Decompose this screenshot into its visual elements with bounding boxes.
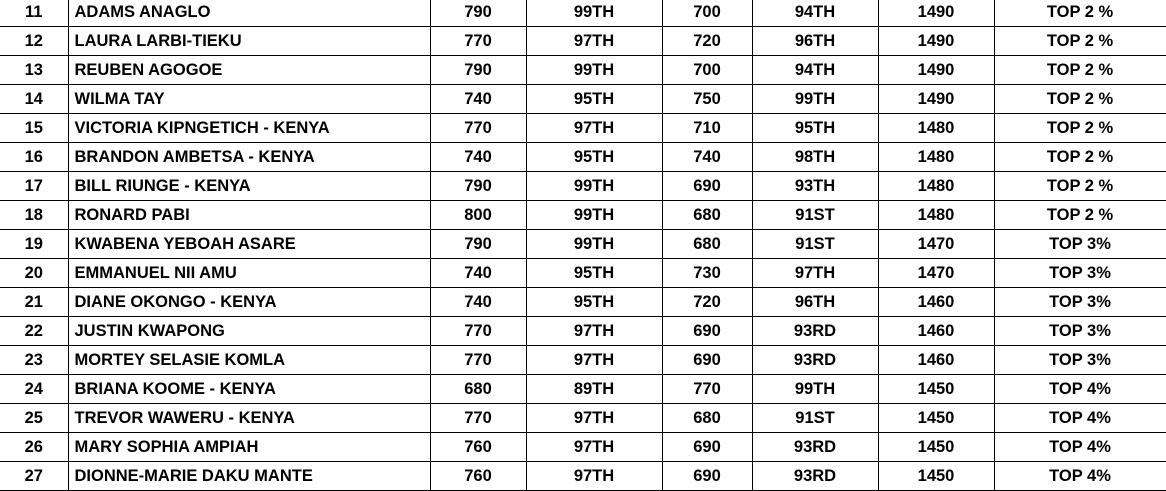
top-percent-cell: TOP 2 % bbox=[994, 27, 1166, 56]
percentile1-cell: 99TH bbox=[526, 0, 662, 27]
total-cell: 1460 bbox=[878, 346, 994, 375]
percentile2-cell: 94TH bbox=[752, 0, 878, 27]
name-cell: DIANE OKONGO - KENYA bbox=[68, 288, 430, 317]
percentile1-cell: 99TH bbox=[526, 230, 662, 259]
score2-cell: 730 bbox=[662, 259, 752, 288]
total-cell: 1480 bbox=[878, 143, 994, 172]
percentile1-cell: 99TH bbox=[526, 56, 662, 85]
percentile2-cell: 96TH bbox=[752, 288, 878, 317]
name-cell: MORTEY SELASIE KOMLA bbox=[68, 346, 430, 375]
score1-cell: 770 bbox=[430, 317, 526, 346]
score2-cell: 740 bbox=[662, 143, 752, 172]
rank-cell: 11 bbox=[0, 0, 68, 27]
name-cell: RONARD PABI bbox=[68, 201, 430, 230]
score2-cell: 680 bbox=[662, 230, 752, 259]
score1-cell: 740 bbox=[430, 143, 526, 172]
rank-cell: 23 bbox=[0, 346, 68, 375]
score2-cell: 680 bbox=[662, 201, 752, 230]
percentile1-cell: 95TH bbox=[526, 288, 662, 317]
percentile1-cell: 97TH bbox=[526, 462, 662, 491]
score1-cell: 790 bbox=[430, 0, 526, 27]
percentile2-cell: 95TH bbox=[752, 114, 878, 143]
score1-cell: 790 bbox=[430, 56, 526, 85]
top-percent-cell: TOP 3% bbox=[994, 346, 1166, 375]
percentile2-cell: 93RD bbox=[752, 346, 878, 375]
name-cell: TREVOR WAWERU - KENYA bbox=[68, 404, 430, 433]
total-cell: 1480 bbox=[878, 172, 994, 201]
percentile1-cell: 97TH bbox=[526, 404, 662, 433]
percentile2-cell: 91ST bbox=[752, 404, 878, 433]
score2-cell: 700 bbox=[662, 56, 752, 85]
score1-cell: 740 bbox=[430, 288, 526, 317]
score1-cell: 770 bbox=[430, 404, 526, 433]
score1-cell: 790 bbox=[430, 230, 526, 259]
total-cell: 1460 bbox=[878, 317, 994, 346]
rank-cell: 15 bbox=[0, 114, 68, 143]
total-cell: 1490 bbox=[878, 27, 994, 56]
score2-cell: 690 bbox=[662, 317, 752, 346]
top-percent-cell: TOP 2 % bbox=[994, 201, 1166, 230]
score1-cell: 740 bbox=[430, 259, 526, 288]
percentile1-cell: 99TH bbox=[526, 172, 662, 201]
rank-cell: 17 bbox=[0, 172, 68, 201]
table-row bbox=[0, 114, 1166, 143]
table-row bbox=[0, 462, 1166, 491]
name-cell: REUBEN AGOGOE bbox=[68, 56, 430, 85]
table-row bbox=[0, 317, 1166, 346]
rank-cell: 12 bbox=[0, 27, 68, 56]
score2-cell: 750 bbox=[662, 85, 752, 114]
percentile2-cell: 98TH bbox=[752, 143, 878, 172]
top-percent-cell: TOP 2 % bbox=[994, 85, 1166, 114]
rank-cell: 22 bbox=[0, 317, 68, 346]
top-percent-cell: TOP 2 % bbox=[994, 56, 1166, 85]
table-row bbox=[0, 0, 1166, 27]
score2-cell: 690 bbox=[662, 433, 752, 462]
name-cell: BILL RIUNGE - KENYA bbox=[68, 172, 430, 201]
name-cell: BRIANA KOOME - KENYA bbox=[68, 375, 430, 404]
score2-cell: 690 bbox=[662, 172, 752, 201]
table-row bbox=[0, 404, 1166, 433]
table-row bbox=[0, 172, 1166, 201]
top-percent-cell: TOP 4% bbox=[994, 433, 1166, 462]
percentile2-cell: 97TH bbox=[752, 259, 878, 288]
score1-cell: 680 bbox=[430, 375, 526, 404]
total-cell: 1490 bbox=[878, 0, 994, 27]
name-cell: KWABENA YEBOAH ASARE bbox=[68, 230, 430, 259]
rank-cell: 27 bbox=[0, 462, 68, 491]
top-percent-cell: TOP 4% bbox=[994, 404, 1166, 433]
top-percent-cell: TOP 4% bbox=[994, 462, 1166, 491]
rank-cell: 26 bbox=[0, 433, 68, 462]
table-row bbox=[0, 201, 1166, 230]
percentile1-cell: 95TH bbox=[526, 259, 662, 288]
top-percent-cell: TOP 2 % bbox=[994, 143, 1166, 172]
top-percent-cell: TOP 3% bbox=[994, 317, 1166, 346]
total-cell: 1470 bbox=[878, 230, 994, 259]
percentile2-cell: 94TH bbox=[752, 56, 878, 85]
percentile1-cell: 95TH bbox=[526, 85, 662, 114]
score1-cell: 790 bbox=[430, 172, 526, 201]
name-cell: WILMA TAY bbox=[68, 85, 430, 114]
name-cell: MARY SOPHIA AMPIAH bbox=[68, 433, 430, 462]
table-row bbox=[0, 230, 1166, 259]
percentile1-cell: 97TH bbox=[526, 433, 662, 462]
percentile2-cell: 99TH bbox=[752, 375, 878, 404]
name-cell: DIONNE-MARIE DAKU MANTE bbox=[68, 462, 430, 491]
rank-cell: 24 bbox=[0, 375, 68, 404]
score2-cell: 690 bbox=[662, 346, 752, 375]
table-row bbox=[0, 85, 1166, 114]
name-cell: JUSTIN KWAPONG bbox=[68, 317, 430, 346]
percentile2-cell: 91ST bbox=[752, 201, 878, 230]
top-percent-cell: TOP 2 % bbox=[994, 0, 1166, 27]
total-cell: 1450 bbox=[878, 433, 994, 462]
name-cell: VICTORIA KIPNGETICH - KENYA bbox=[68, 114, 430, 143]
name-cell: ADAMS ANAGLO bbox=[68, 0, 430, 27]
total-cell: 1450 bbox=[878, 375, 994, 404]
score1-cell: 770 bbox=[430, 114, 526, 143]
percentile1-cell: 95TH bbox=[526, 143, 662, 172]
percentile1-cell: 97TH bbox=[526, 346, 662, 375]
score1-cell: 800 bbox=[430, 201, 526, 230]
score1-cell: 760 bbox=[430, 462, 526, 491]
total-cell: 1480 bbox=[878, 201, 994, 230]
score2-cell: 690 bbox=[662, 462, 752, 491]
table-row bbox=[0, 375, 1166, 404]
top-percent-cell: TOP 4% bbox=[994, 375, 1166, 404]
percentile2-cell: 96TH bbox=[752, 27, 878, 56]
percentile1-cell: 97TH bbox=[526, 114, 662, 143]
rank-cell: 21 bbox=[0, 288, 68, 317]
percentile2-cell: 91ST bbox=[752, 230, 878, 259]
total-cell: 1460 bbox=[878, 288, 994, 317]
total-cell: 1480 bbox=[878, 114, 994, 143]
top-percent-cell: TOP 2 % bbox=[994, 172, 1166, 201]
percentile1-cell: 97TH bbox=[526, 317, 662, 346]
score2-cell: 700 bbox=[662, 0, 752, 27]
table-row bbox=[0, 346, 1166, 375]
score2-cell: 770 bbox=[662, 375, 752, 404]
percentile2-cell: 93TH bbox=[752, 172, 878, 201]
rank-cell: 18 bbox=[0, 201, 68, 230]
score2-cell: 680 bbox=[662, 404, 752, 433]
score1-cell: 760 bbox=[430, 433, 526, 462]
table-row bbox=[0, 259, 1166, 288]
table-row bbox=[0, 143, 1166, 172]
top-percent-cell: TOP 2 % bbox=[994, 114, 1166, 143]
total-cell: 1470 bbox=[878, 259, 994, 288]
percentile1-cell: 89TH bbox=[526, 375, 662, 404]
rank-cell: 14 bbox=[0, 85, 68, 114]
percentile1-cell: 99TH bbox=[526, 201, 662, 230]
name-cell: BRANDON AMBETSA - KENYA bbox=[68, 143, 430, 172]
percentile2-cell: 93RD bbox=[752, 317, 878, 346]
score1-cell: 770 bbox=[430, 346, 526, 375]
rank-cell: 20 bbox=[0, 259, 68, 288]
percentile2-cell: 99TH bbox=[752, 85, 878, 114]
table-row bbox=[0, 56, 1166, 85]
rank-cell: 25 bbox=[0, 404, 68, 433]
rank-cell: 13 bbox=[0, 56, 68, 85]
table-row bbox=[0, 27, 1166, 56]
total-cell: 1490 bbox=[878, 56, 994, 85]
total-cell: 1450 bbox=[878, 462, 994, 491]
score2-cell: 720 bbox=[662, 288, 752, 317]
top-percent-cell: TOP 3% bbox=[994, 230, 1166, 259]
score1-cell: 770 bbox=[430, 27, 526, 56]
score2-cell: 710 bbox=[662, 114, 752, 143]
percentile2-cell: 93RD bbox=[752, 433, 878, 462]
table-row bbox=[0, 288, 1166, 317]
table-row bbox=[0, 433, 1166, 462]
top-percent-cell: TOP 3% bbox=[994, 259, 1166, 288]
top-percent-cell: TOP 3% bbox=[994, 288, 1166, 317]
rank-cell: 16 bbox=[0, 143, 68, 172]
score2-cell: 720 bbox=[662, 27, 752, 56]
percentile1-cell: 97TH bbox=[526, 27, 662, 56]
total-cell: 1490 bbox=[878, 85, 994, 114]
score1-cell: 740 bbox=[430, 85, 526, 114]
percentile2-cell: 93RD bbox=[752, 462, 878, 491]
name-cell: LAURA LARBI-TIEKU bbox=[68, 27, 430, 56]
rank-cell: 19 bbox=[0, 230, 68, 259]
total-cell: 1450 bbox=[878, 404, 994, 433]
name-cell: EMMANUEL NII AMU bbox=[68, 259, 430, 288]
